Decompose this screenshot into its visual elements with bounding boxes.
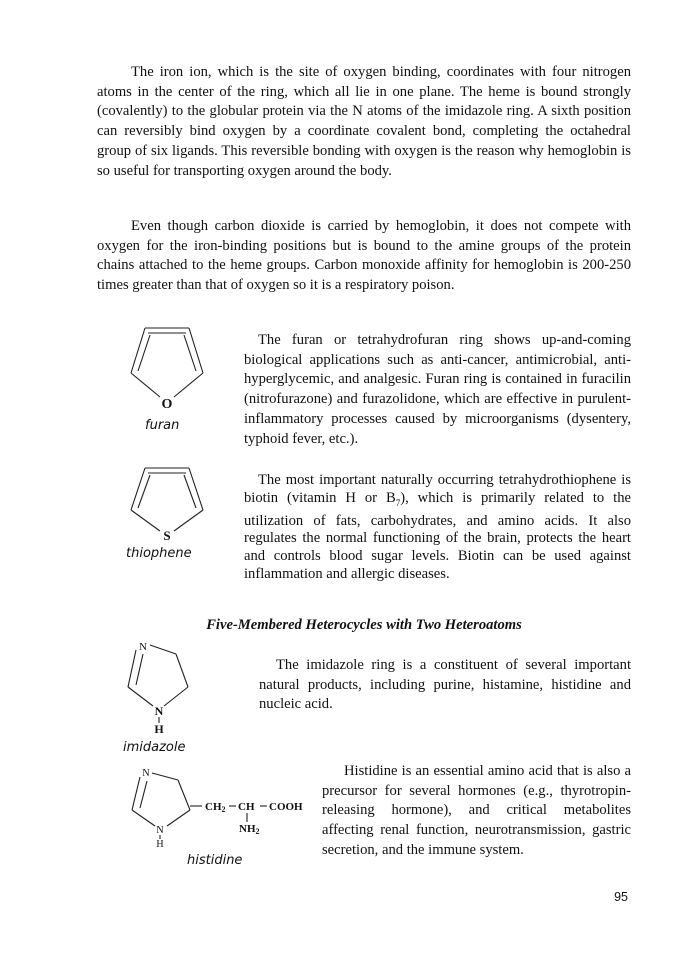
imidazole-description: The imidazole ring is a constituent of several important natural products, including purine, histamine, histidine and nucleic acid. bbox=[259, 657, 631, 713]
histidine-n-top: N bbox=[142, 768, 150, 779]
section-heading: Five-Membered Heterocycles with Two Heteroatoms bbox=[206, 617, 522, 633]
vitamin-b-subscript: 7 bbox=[395, 497, 401, 508]
furan-caption: furan bbox=[145, 418, 180, 433]
thiophene-sulfur-atom: S bbox=[163, 528, 171, 543]
amine-subscript: 2 bbox=[255, 827, 260, 836]
paragraph-heme: The iron ion, which is the site of oxygen binding, coordinates with four nitrogen atoms in the center of the ring, which all lie in one plane. The heme is bound strongly (covalently) to the globular protein via the N atoms of the imidazole ring. A sixth position can reversibly bind oxygen by a coordinate covalent bond, completing the octahedral group of six ligands. This reversible bonding with oxygen is the reason why hemoglobin is so useful for transporting oxygen around the body. bbox=[97, 64, 631, 179]
imidazole-n-bottom: N bbox=[154, 704, 164, 718]
histidine-h: H bbox=[156, 839, 164, 850]
histidine-caption: histidine bbox=[187, 853, 243, 868]
amine-nh: NH bbox=[239, 823, 256, 835]
imidazole-n-top: N bbox=[139, 641, 147, 653]
chain-ch-subscript: 2 bbox=[221, 805, 226, 814]
thiophene-text-part2: ), which is primarily related to the utilization of fats, carbohydrates, and amino acids. It also regulates the normal functioning of the brain, protects the heart and controls blood sugar levels. Biotin can be used against inflammation and allergic diseases. bbox=[244, 489, 631, 582]
imidazole-h: H bbox=[154, 722, 164, 736]
furan-oxygen-atom: O bbox=[161, 397, 173, 412]
thiophene-text-part1: The most important naturally occurring tetrahydrothiophene is biotin (vitamin H or B bbox=[244, 472, 631, 506]
histidine-description: Histidine is an essential amino acid that is also a precursor for several hormones (e.g., thyrotropin-releasing hormone), and critical metabolites affecting renal function, neurotransmission, gastric secretion, and the immune system. bbox=[322, 763, 631, 858]
paragraph-carbon-dioxide: Even though carbon dioxide is carried by hemoglobin, it does not compete with oxygen for the iron-binding positions but is bound to the amine groups of the protein chains attached to the heme groups. Carbon monoxide affinity for hemoglobin is 200-250 times greater than that of oxygen so it is a respiratory poison. bbox=[97, 218, 631, 294]
page-number: 95 bbox=[614, 890, 628, 904]
chain-cooh: COOH bbox=[269, 801, 303, 813]
chain-ch-2: CH bbox=[238, 801, 255, 813]
histidine-n-bottom: N bbox=[156, 825, 164, 836]
histidine-amine bbox=[239, 823, 260, 836]
furan-description: The furan or tetrahydrofuran ring shows up-and-coming biological applications such as anti-cancer, antimicrobial, anti-hyperglycemic, and analgesic. Furan ring is contained in furacilin (nitrofurazone) and furazolidone, which are effective in purulent-inflammatory processes caused by microorganisms (dysentery, typhoid fever, etc.). bbox=[244, 332, 631, 447]
histidine-side-chain bbox=[205, 801, 226, 814]
imidazole-caption: imidazole bbox=[123, 740, 186, 755]
thiophene-caption: thiophene bbox=[126, 546, 192, 561]
chain-ch-1: CH bbox=[205, 801, 222, 813]
